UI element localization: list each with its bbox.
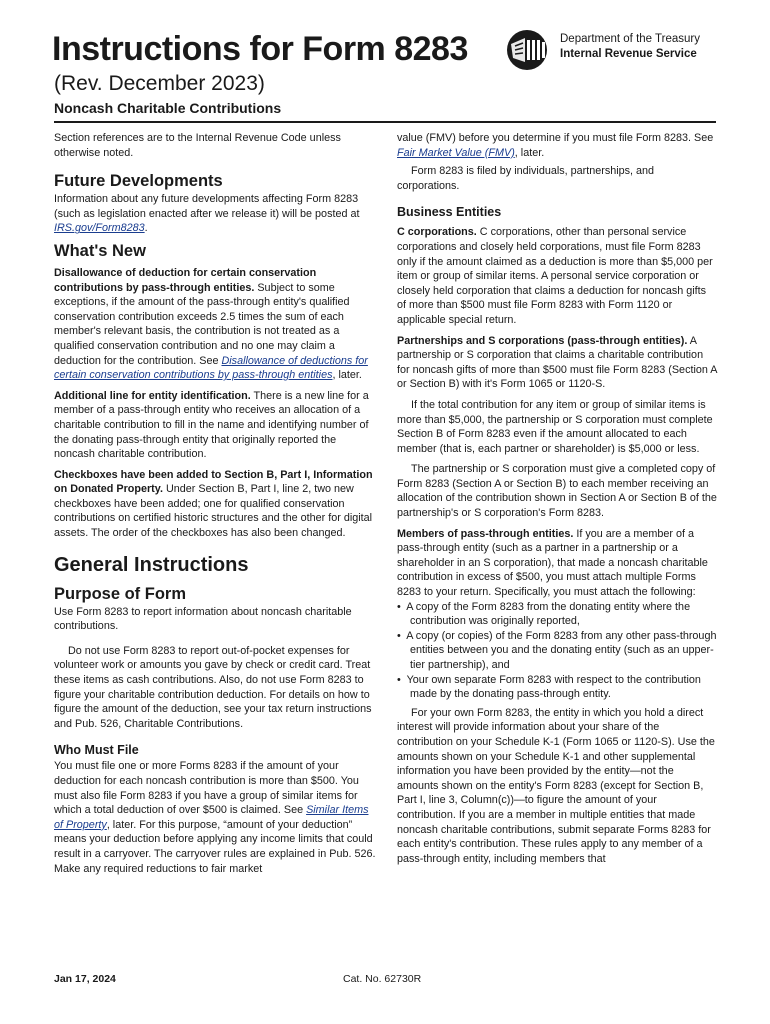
filed-by-text: Form 8283 is filed by individuals, partnerships, and corporations. (397, 165, 655, 192)
purpose-paragraph-1: Use Form 8283 to report information about noncash charitable contributions. (54, 605, 352, 633)
form-subtitle: Noncash Charitable Contributions (54, 100, 282, 116)
irs-form-link[interactable]: IRS.gov/Form8283 (54, 222, 145, 235)
page-title: Instructions for Form 8283 (52, 30, 468, 68)
future-developments-heading: Future Developments (54, 172, 223, 191)
purpose-heading: Purpose of Form (54, 584, 187, 603)
general-instructions-heading: General Instructions (54, 553, 249, 576)
left-column (54, 131, 376, 876)
whats-new-item-2: Additional line for entity identification. There is a new line for a member of a pass-through entity who receives an allocation of a charitable contribution to fill in the name and identifying number of the donating pass-through entity that originally reported the noncash charitable contribution. (54, 389, 369, 461)
intro-text: Section references are to the Internal Revenue Code unless otherwise noted. (54, 132, 341, 159)
right-column (397, 131, 717, 866)
whats-new-heading: What's New (54, 241, 146, 260)
disallowance-link[interactable]: Disallowance of deductions for certain conservation contributions by pass-through entities (54, 354, 368, 382)
pass-through-paragraph-2: If the total contribution for any item or group of similar items is more than $5,000, the partnership or S corporation must complete Section B of Form 8283 even if the amount allocated to each member (that is, each partner or shareholder) is $5,000 or less. (397, 398, 713, 455)
members-text: Members of pass-through entities. If you are a member of a pass-through entity (such as a partner in a partnership or a shareholder in an S corporation), that made a noncash charitable contribution in excess of $500, you must attach multiple Forms 8283 to your return. Specifically, you must attach the following: (397, 527, 708, 599)
pass-through-text: Partnerships and S corporations (pass-through entities). A partnership or S corporation that claims a charitable contribution for noncash gifts of more than $500 must file Form 8283 (Section A or Section B) with it's Form 1065 or 1120-S. (397, 334, 717, 391)
fmv-link[interactable]: Fair Market Value (FMV) (397, 146, 515, 159)
catalog-number: Cat. No. 62730R (343, 973, 422, 985)
c-corporations-text: C corporations. C corporations, other than personal service corporations and closely held corporations, must file Form 8283 only if the amount claimed as a deduction is more than $5,000 per item or group of similar items. A personal service corporation or closely held corporation that claims a deduction for noncash gifts of more than $500 must file Form 8283 with Form 1120 or applicable special return. (397, 226, 713, 326)
bullet-item: • A copy of the Form 8283 from the donating entity where the contribution was originally reported, (397, 600, 691, 628)
business-entities-heading: Business Entities (397, 205, 502, 220)
who-must-file-heading: Who Must File (54, 743, 139, 758)
fmv-continuation: value (FMV) before you determine if you must file Form 8283. See Fair Market Value (FMV), later. (397, 132, 714, 159)
agency-block (560, 32, 700, 62)
bullet-item: • A copy (or copies) of the Form 8283 from any other pass-through entities between you and the donating entity (such as an upper-tier partnership), and (397, 629, 717, 671)
irs-eagle-logo-icon (505, 28, 555, 72)
footer-date: Jan 17, 2024 (54, 973, 116, 985)
pass-through-paragraph-3: The partnership or S corporation must give a completed copy of Form 8283 (Section A or Section B) to each member receiving an allocation of the contribution shown in Section A or Section B of the partnership's or S corporation's Form 8283. (397, 463, 717, 520)
header-rule (54, 121, 716, 123)
purpose-paragraph-2: Do not use Form 8283 to report out-of-pocket expenses for volunteer work or amounts you gave by check or credit card. Treat these items as cash contributions. Also, do not use Form 8283 to figure your charitable contribution deduction. For details on how to figure the amount of the deduction, see your tax return instructions and Pub. 526, Charitable Contributions. (54, 644, 372, 730)
department-name: Department of the Treasury (560, 33, 700, 45)
similar-items-link[interactable]: Similar Items of Property (54, 804, 369, 831)
bullet-item: • Your own separate Form 8283 with respect to the contribution made by the donating pass-through entity. (397, 673, 701, 701)
future-developments-text: Information about any future developments affecting Form 8283 (such as legislation enacted after we release it) will be posted at IRS.gov/Form8283. (54, 193, 360, 235)
whats-new-item-3: Checkboxes have been added to Section B, Part I, Information on Donated Property. Under Section B, Part I, line 2, two new checkboxes have been added; one for qualified conservation contributions on certified historic structures and the other for digital assets. The order of the checkboxes has also been changed. (54, 468, 373, 540)
own-form-paragraph: For your own Form 8283, the entity in which you hold a direct interest will provide information about your share of the contribution on your Schedule K-1 (Form 1065 or 1120-S). Use the amounts shown on your Schedule K-1 and other supplemental information you have been provided by the entity—not the amounts shown on the entity's Form 8283 (except for Section B, Part I, line 3, Column(c))—to figure the amount of your contribution. If you are a member in multiple entities that made noncash charitable contributions, submit separate Forms 8283 for each entity's contribution. These rules apply to any member of a pass-through entity, including members that (397, 706, 715, 865)
who-must-file-text: You must file one or more Forms 8283 if the amount of your deduction for each noncash contribution is more than $500. You must also file Form 8283 if you have a group of similar items for which a total deduction of over $500 is claimed. See Similar Items of Property, later. For this purpose, “amount of your deduction” means your deduction before applying any income limits that could result in a carryover. The carryover rules are explained in Pub. 526. Make any required reductions to fair market (54, 760, 376, 875)
revision-date: (Rev. December 2023) (54, 72, 265, 95)
agency-name: Internal Revenue Service (560, 48, 697, 60)
whats-new-item-1: Disallowance of deduction for certain conservation contributions by pass-through entities. Subject to some exceptions, if the amount of the pass-through entity's qualified conservation contribution exceeds 2.5 times the sum of each member's relevant basis, the contribution is not treated as a qualified conservation contribution and no one may claim a deduction for the contribution. See Disallowance of deductions for certain conservation contributions by pass-through entities, later. (54, 266, 368, 382)
